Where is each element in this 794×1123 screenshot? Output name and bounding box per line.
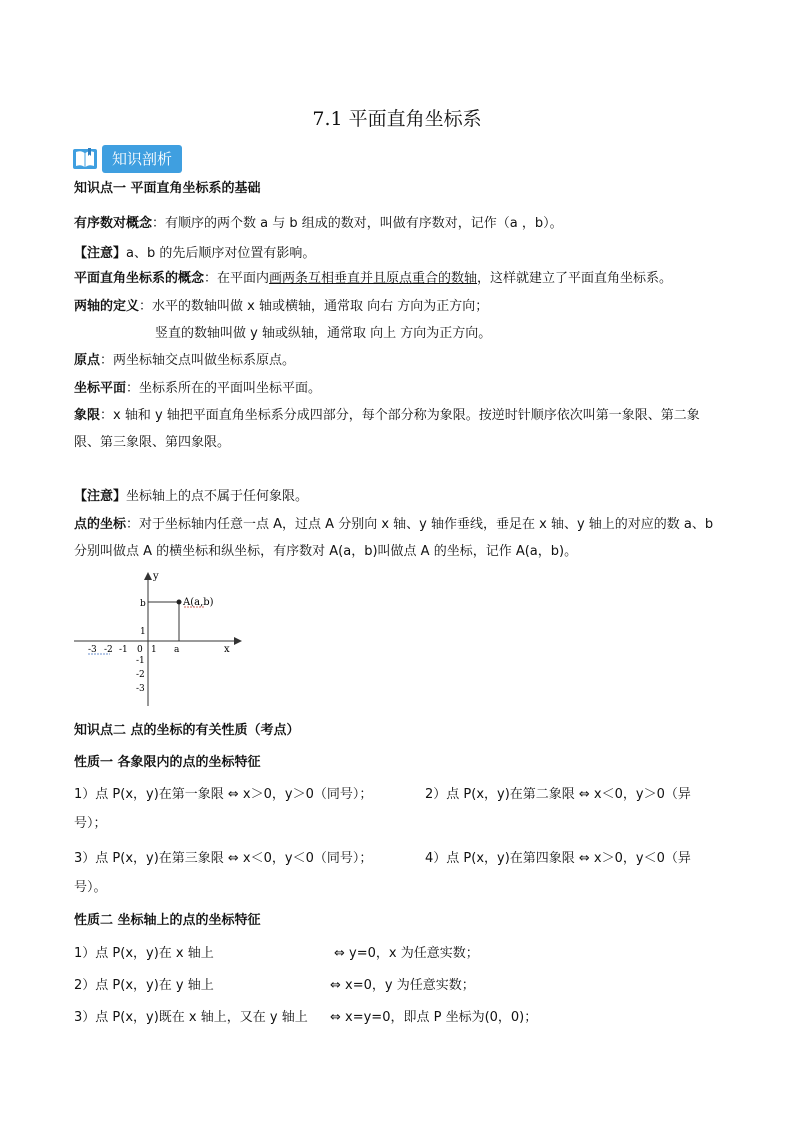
- origin-term: 原点: [74, 353, 101, 368]
- axes-line-1: [74, 298, 488, 316]
- quadrant-term: 象限: [74, 408, 101, 423]
- origin-line: [74, 352, 295, 370]
- plane-text-b: ，这样就建立了平面直角坐标系。: [477, 271, 673, 286]
- prop2-item-1-right: ⇔ y=0，x 为任意实数；: [334, 946, 479, 961]
- prop2-item-2-left: 2）点 P(x，y)在 y 轴上: [74, 978, 214, 993]
- book-icon: [72, 146, 98, 172]
- point-coord-text-1: ：对于坐标轴内任意一点 A，过点 A 分别向 x 轴、y 轴作垂线，垂足在 x 轴、y 轴上的对应的数 a、b: [126, 517, 714, 532]
- prop1-item-1: 1）点 P(x，y)在第一象限 ⇔ x＞0，y＞0（同号）；: [74, 787, 373, 802]
- x-axis-arrow: [234, 637, 242, 645]
- x-axis-label: x: [224, 644, 230, 655]
- note1-text: a、b 的先后顺序对位置有影响。: [126, 246, 316, 261]
- prop1-heading: 性质一 各象限内的点的坐标特征: [74, 755, 261, 770]
- banner-label: 知识剖析: [102, 145, 182, 173]
- quadrant-line-1: [74, 407, 700, 425]
- point-coord-term: 点的坐标: [74, 517, 127, 532]
- ordered-pair-text: ：有顺序的两个数 a 与 b 组成的数对，叫做有序数对，记作（a ，b）。: [152, 216, 563, 231]
- note1-tag: 【注意】: [74, 246, 127, 261]
- note2-line: [74, 488, 308, 506]
- coordinate-plane-text: ：坐标系所在的平面叫坐标平面。: [126, 381, 322, 396]
- prop1-item-2-cont: 号）；: [74, 816, 107, 831]
- prop2-item-3-right: ⇔ x=y=0，即点 P 坐标为(0，0)；: [330, 1010, 538, 1025]
- b-label: b: [140, 599, 146, 609]
- page-title: 7.1 平面直角坐标系: [312, 108, 482, 130]
- point-a: [177, 600, 182, 605]
- prop1-item-2: 2）点 P(x，y)在第二象限 ⇔ x＜0，y＞0（异: [425, 787, 691, 802]
- quadrant-line-2: 限、第三象限、第四象限。: [74, 435, 231, 450]
- prop2-item-1-left: 1）点 P(x，y)在 x 轴上: [74, 946, 214, 961]
- point-a-label: A(a,b): [183, 597, 214, 608]
- x-tick-label: -1: [119, 645, 128, 655]
- prop2-item-3-left: 3）点 P(x，y)既在 x 轴上，又在 y 轴上: [74, 1010, 308, 1025]
- y-tick-label: -3: [136, 684, 145, 694]
- prop1-item-4: 4）点 P(x，y)在第四象限 ⇔ x＞0，y＜0（异: [425, 851, 691, 866]
- prop2-heading: 性质二 坐标轴上的点的坐标特征: [74, 913, 261, 928]
- axes-text-1: ：水平的数轴叫做 x 轴或横轴，通常取 向右 方向为正方向；: [139, 299, 489, 314]
- kp1-heading: 知识点一 平面直角坐标系的基础: [74, 181, 261, 196]
- note2-tag: 【注意】: [74, 489, 127, 504]
- ordered-pair-term: 有序数对概念: [74, 216, 153, 231]
- origin-label: 0: [137, 645, 143, 655]
- note2-text: 坐标轴上的点不属于任何象限。: [126, 489, 309, 504]
- point-coord-line-2: 分别叫做点 A 的横坐标和纵坐标，有序数对 A(a，b)叫做点 A 的坐标，记作 A(a，b)。: [74, 544, 578, 559]
- a-label: a: [174, 645, 180, 655]
- x-tick-label: -2: [104, 645, 113, 655]
- origin-text: ：两坐标轴交点叫做坐标系原点。: [100, 353, 296, 368]
- section-banner: [72, 144, 182, 174]
- axes-term: 两轴的定义: [74, 299, 140, 314]
- y-axis-arrow: [144, 572, 152, 580]
- y-tick-label: -1: [136, 656, 145, 666]
- plane-text-a: ：在平面内: [204, 271, 270, 286]
- x-tick-label: 1: [151, 645, 157, 655]
- point-coord-line-1: [74, 516, 713, 534]
- ordered-pair-line: [74, 215, 563, 233]
- prop2-item-2-right: ⇔ x=0，y 为任意实数；: [330, 978, 475, 993]
- prop1-item-3: 3）点 P(x，y)在第三象限 ⇔ x＜0，y＜0（同号）；: [74, 851, 373, 866]
- coordinate-plane-term: 坐标平面: [74, 381, 127, 396]
- note1-line: [74, 245, 315, 263]
- quadrant-text-1: ：x 轴和 y 轴把平面直角坐标系分成四部分，每个部分称为象限。按逆时针顺序依次叫第一象限、第二象: [100, 408, 700, 423]
- prop1-item-4-cont: 号）。: [74, 880, 107, 895]
- plane-text-underlined: 画两条互相垂直并且原点重合的数轴: [269, 271, 478, 286]
- plane-definition-line: [74, 270, 672, 288]
- axes-line-2: 竖直的数轴叫做 y 轴或纵轴，通常取 向上 方向为正方向。: [155, 326, 492, 341]
- y-axis-label: y: [153, 571, 159, 582]
- coordinate-plane-line: [74, 380, 321, 398]
- y-tick-label: 1: [140, 627, 146, 637]
- plane-term: 平面直角坐标系的概念: [74, 271, 205, 286]
- x-tick-label: -3: [88, 645, 97, 655]
- kp2-heading: 知识点二 点的坐标的有关性质（考点）: [74, 723, 300, 738]
- y-tick-label: -2: [136, 670, 145, 680]
- coordinate-figure: [74, 570, 244, 710]
